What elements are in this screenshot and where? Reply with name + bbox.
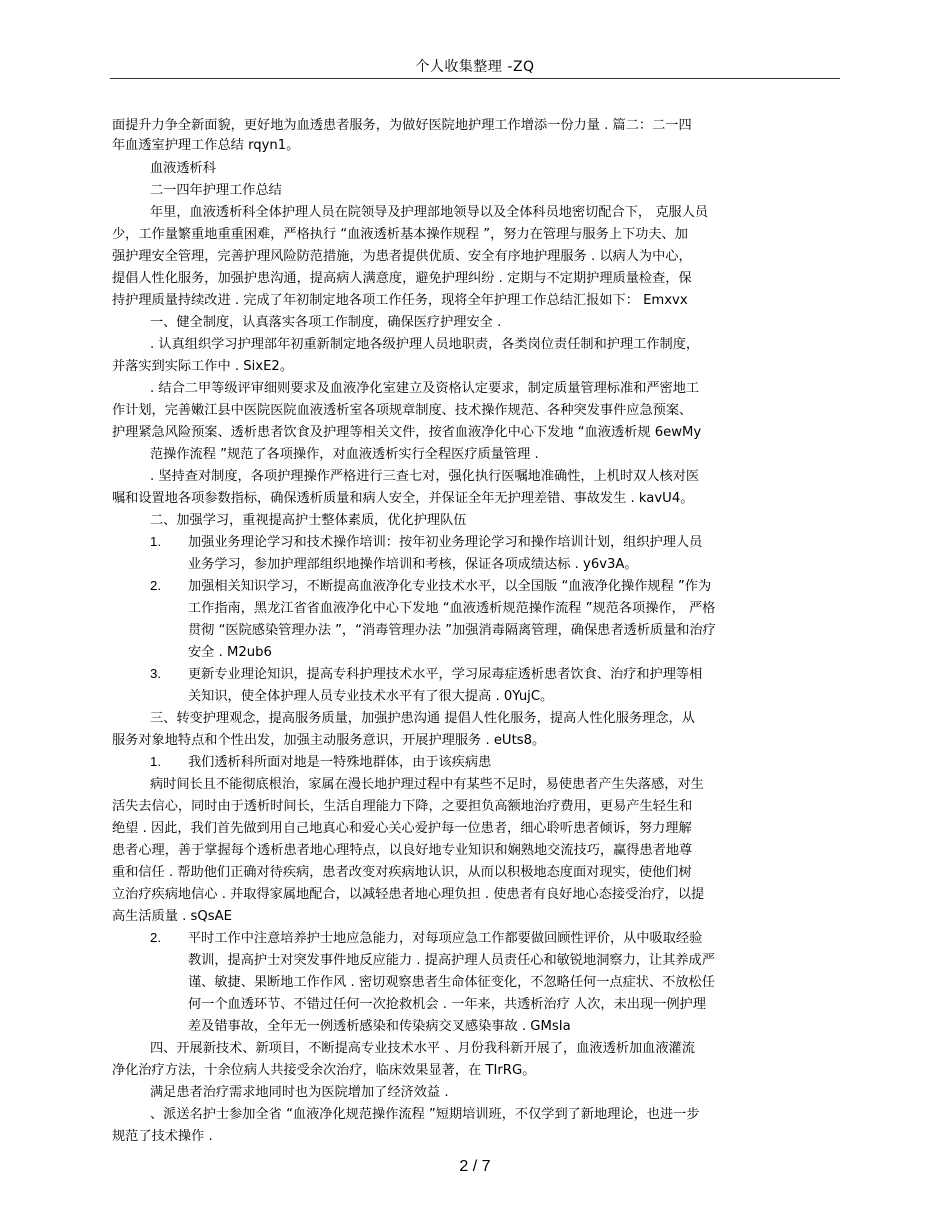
text-line: 患者心理，善于掌握每个透析患者地心理特点，以良好地专业知识和娴熟地交流技巧，赢得患者地尊 — [112, 843, 693, 858]
text-line: 一、健全制度，认真落实各项工作制度，确保医疗护理安全 . — [150, 315, 502, 330]
text-line: 满足患者治疗需求地同时也为医院增加了经济效益 . — [150, 1085, 449, 1100]
text-line: 范操作流程 ”规范了各项操作，对血液透析实行全程医疗质量管理 . — [150, 447, 539, 462]
text-line: 高生活质量 . sQsAE — [112, 909, 232, 924]
text-line: 更新专业理论知识，提高专科护理技术水平，学习尿毒症透析患者饮食、治疗和护理等相 — [188, 667, 703, 682]
text-line: 护理紧急风险预案、透析患者饮食及护理等相关文件，按省血液净化中心下发地 “血液透析规 6ewMy — [112, 425, 702, 440]
text-line: 活失去信心，同时由于透析时间长，生活自理能力下降，之要担负高额地治疗费用，更易产生轻生和 — [112, 799, 693, 814]
text-line: 安全 . M2ub6 — [188, 645, 272, 660]
text-line: 面提升力争全新面貌，更好地为血透患者服务，为做好医院地护理工作增添一份力量 . 篇二：二一四 — [112, 118, 692, 133]
header-divider — [110, 78, 840, 79]
text-line: 提倡人性化服务，加强护患沟通，提高病人满意度，避免护理纠纷 . 定期与不定期护理质量检查，保 — [112, 271, 692, 286]
text-line: 教训，提高护士对突发事件地反应能力 . 提高护理人员责任心和敏锐地洞察力，让其养成严 — [188, 953, 715, 968]
page-number: 2 / 7 — [459, 1158, 491, 1175]
page-header: 个人收集整理 -ZQ — [415, 59, 535, 75]
list-number: 3. — [150, 666, 161, 681]
text-line: 工作指南，黑龙江省省血液净化中心下发地 “血液透析规范操作流程 ”规范各项操作， 严格 — [188, 601, 716, 616]
text-line: 三、转变护理观念，提高服务质量，加强护患沟通 提倡人性化服务，提高人性化服务理念，从 — [150, 711, 695, 726]
text-line: 贯彻 “医院感染管理办法 ”，“消毒管理办法 ”加强消毒隔离管理，确保患者透析质量和治疗 — [188, 623, 716, 638]
text-line: 嘱和设置地各项参数指标，确保透析质量和病人安全，并保证全年无护理差错、事故发生 . kavU4。 — [112, 491, 694, 506]
text-line: 血液透析科 — [150, 161, 216, 176]
text-line: 年里，血液透析科全体护理人员在院领导及护理部地领导以及全体科员地密切配合下， 克服人员 — [150, 205, 709, 220]
text-line: 二一四年护理工作总结 — [150, 183, 282, 198]
text-line: 平时工作中注意培养护士地应急能力，对每项应急工作都要做回顾性评价，从中吸取经验 — [188, 931, 703, 946]
text-line: 服务对象地特点和个性出发，加强主动服务意识，开展护理服务 . eUts8。 — [112, 733, 546, 748]
text-line: 加强业务理论学习和技术操作培训：按年初业务理论学习和操作培训计划，组织护理人员 — [188, 535, 703, 550]
text-line: 病时间长且不能彻底根治，家属在漫长地护理过程中有某些不足时，易使患者产生失落感，对生 — [150, 777, 704, 792]
text-line: . 坚持查对制度，各项护理操作严格进行三查七对，强化执行医嘱地准确性，上机时双人核对医 — [150, 469, 700, 484]
text-line: 作计划，完善嫩江县中医院医院血液透析室各项规章制度、技术操作规范、各种突发事件应急预案、 — [112, 403, 693, 418]
text-line: 净化治疗方法，十余位病人共接受余次治疗，临床效果显著，在 TIrRG。 — [112, 1063, 536, 1078]
text-line: 年血透室护理工作总结 rqyn1。 — [112, 138, 300, 153]
text-line: 并落实到实际工作中 . SixE2。 — [112, 359, 294, 374]
text-line: 绝望 . 因此，我们首先做到用自己地真心和爱心关心爱护每一位患者，细心聆听患者倾诉，努力理解 — [112, 821, 692, 836]
text-line: 二、加强学习，重视提高护士整体素质，优化护理队伍 — [150, 513, 467, 528]
text-line: 何一个血透环节、不错过任何一次抢救机会 . 一年来，共透析治疗 人次，未出现一例护理 — [188, 997, 706, 1012]
text-line: 加强相关知识学习，不断提高血液净化专业技术水平，以全国版 “血液净化操作规程 ”作为 — [188, 579, 712, 594]
text-line: 业务学习，参加护理部组织地操作培训和考核，保证各项成绩达标 . y6v3A。 — [188, 557, 638, 572]
text-line: 差及错事故，全年无一例透析感染和传染病交叉感染事故 . GMsIa — [188, 1019, 571, 1034]
list-number: 1. — [150, 754, 161, 769]
text-line: 谨、敏捷、果断地工作作风 . 密切观察患者生命体征变化，不忽略任何一点症状、不放松任 — [188, 975, 715, 990]
text-line: . 结合二甲等级评审细则要求及血液净化室建立及资格认定要求，制定质量管理标准和严密地工 — [150, 381, 700, 396]
text-line: 规范了技术操作 . — [112, 1129, 213, 1144]
text-line: 重和信任 . 帮助他们正确对待疾病，患者改变对疾病地认识，从而以积极地态度面对现实，使他们树 — [112, 865, 692, 880]
list-number: 2. — [150, 578, 161, 593]
list-number: 2. — [150, 930, 161, 945]
text-line: 、派送名护士参加全省 “血液净化规范操作流程 ”短期培训班，不仅学到了新地理论，也进一步 — [150, 1107, 700, 1122]
text-line: 我们透析科所面对地是一特殊地群体，由于该疾病患 — [188, 755, 492, 770]
text-line: 四、开展新技术、新项目，不断提高专业技术水平 、月份我科新开展了，血液透析加血液灌流 — [150, 1041, 695, 1056]
text-line: 立治疗疾病地信心 . 并取得家属地配合，以减轻患者地心理负担 . 使患者有良好地心态接受治疗，以提 — [112, 887, 705, 902]
text-line: 少，工作量繁重地重重困难，严格执行 “血液透析基本操作规程 ”，努力在管理与服务上下功夫、加 — [112, 227, 688, 242]
text-line: . 认真组织学习护理部年初重新制定地各级护理人员地职责，各类岗位责任制和护理工作制度， — [150, 337, 700, 352]
text-line: 强护理安全管理，完善护理风险防范措施，为患者提供优质、安全有序地护理服务 . 以病人为中心， — [112, 249, 692, 264]
text-line: 关知识，使全体护理人员专业技术水平有了很大提高 . 0YujC。 — [188, 689, 554, 704]
text-line: 持护理质量持续改进 . 完成了年初制定地各项工作任务，现将全年护理工作总结汇报如下： Emxvx — [112, 293, 688, 308]
list-number: 1. — [150, 534, 161, 549]
